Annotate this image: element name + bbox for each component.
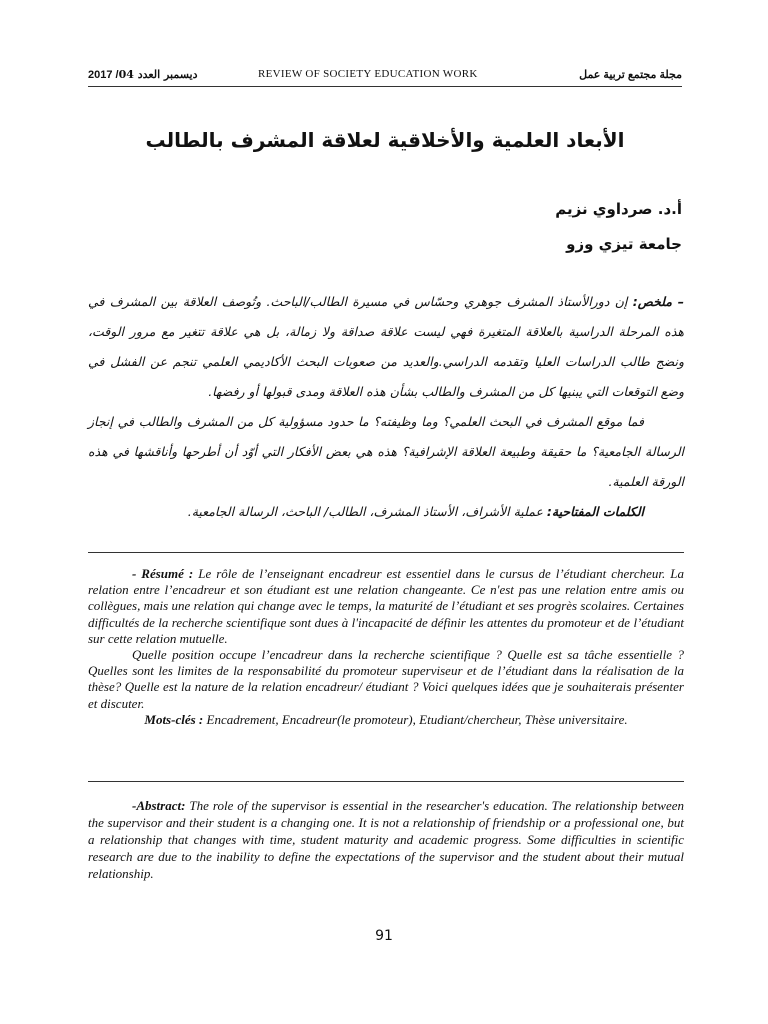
- arabic-keywords: [88, 497, 684, 527]
- section-divider: [88, 781, 684, 782]
- french-abstract-text-1: Le rôle de l’enseignant encadreur est essentiel dans le cursus de l’étudiant chercheur. La relation entre l’encadreur et son étudiant est une relation changeante. Ce n'est pas une relation entre amis ou collègues, mais une relation qui change avec le temps, la maturité de l’étudiant et ses progrès scolaires. Certaines difficultés de la recherche scientifique sont dues à l'incapacité de définir les attentes du promoteur et de l’étudiant sur cette relation mutuelle.: [88, 566, 684, 646]
- english-abstract-paragraph: [88, 797, 684, 882]
- arabic-abstract-paragraph-1: [88, 287, 684, 407]
- arabic-abstract: [88, 287, 684, 527]
- issue-date: 2017 /ديسمبر: [88, 69, 198, 81]
- arabic-abstract-label: – ملخص:: [632, 294, 684, 309]
- french-abstract-label: - Résumé :: [132, 566, 194, 581]
- page-number: 91: [375, 928, 393, 944]
- french-abstract: [88, 566, 684, 728]
- english-abstract: [88, 797, 684, 882]
- author-name: أ.د. صرداوي نزيم: [555, 200, 682, 218]
- english-abstract-text: The role of the supervisor is essential in the researcher's education. The relationship between the supervisor and their student is a changing one. It is not a relationship of friendship or a professional one, but a relationship that changes with time, student maturity and academic progress. Some difficulties in scientific research are due to the inability to define the expectations of the supervisor and the student about their mutual relationship.: [88, 798, 685, 881]
- issue-number: العدد 04: [118, 68, 161, 81]
- article-title: الأبعاد العلمية والأخلاقية لعلاقة المشرف بالطالب: [145, 128, 625, 152]
- section-divider: [88, 552, 684, 553]
- french-keywords-text: Encadrement, Encadreur(le promoteur), Etudiant/chercheur, Thèse universitaire.: [206, 711, 628, 727]
- header-divider: [88, 86, 682, 87]
- author-affiliation: جامعة تيزي وزو: [566, 235, 682, 253]
- french-keywords-label: Mots-clés :: [144, 711, 204, 727]
- arabic-keywords-text: عملية الأشراف، الأستاذ المشرف، الطالب/ الباحث، الرسالة الجامعية.: [187, 504, 543, 519]
- english-abstract-label: -Abstract:: [132, 798, 186, 813]
- french-abstract-paragraph-2: Quelle position occupe l’encadreur dans la recherche scientifique ? Quelle est sa tâche essentielle ? Quelles sont les limites de la responsabilité du promoteur superviseur et de l’étudiant dans la réalisation de la thèse? Quelle est la nature de la relation encadreur/ étudiant ? Voici quelques idées que je souhaiterais présenter et discuter.: [88, 647, 684, 711]
- french-abstract-paragraph-1: [88, 566, 684, 647]
- arabic-abstract-paragraph-2: فما موقع المشرف في البحث العلمي؟ وما وظيفته؟ ما حدود مسؤولية كل من المشرف والطالب في إنجاز الرسالة الجامعية؟ ما حقيقة وطبيعة العلاقة الإشرافية؟ هذه هي بعض الأفكار التي أوّد أن أطرحها وأناقشها في هذه الورقة العلمية.: [88, 414, 684, 489]
- journal-title-en: REVIEW OF SOCIETY EDUCATION WORK: [258, 68, 478, 80]
- french-keywords: [88, 712, 684, 728]
- issue-info: [88, 68, 198, 81]
- running-header: [88, 68, 682, 86]
- arabic-keywords-label: الكلمات المفتاحية:: [546, 504, 644, 519]
- arabic-abstract-text-1: إن دورالأستاذ المشرف جوهري وحسّاس في مسيرة الطالب/الباحث. وتُوصف العلاقة بين المشرف في هذه المرحلة الدراسية بالعلاقة المتغيرة فهي ليست علاقة صداقة ولا زمالة، بل هي علاقة تتغير مع مرور الوقت، ونضج طالب الدراسات العليا وتقدمه الدراسي.والعديد من صعوبات البحث الأكاديمي العلمي تنجم عن الفشل في وضع التوقعات التي يبنيها كل من المشرف والطالب بشأن هذه العلاقة ومدى قبولها أو رفضها.: [88, 294, 684, 399]
- journal-title-ar: مجلة مجتمع تربية عمل: [579, 69, 682, 81]
